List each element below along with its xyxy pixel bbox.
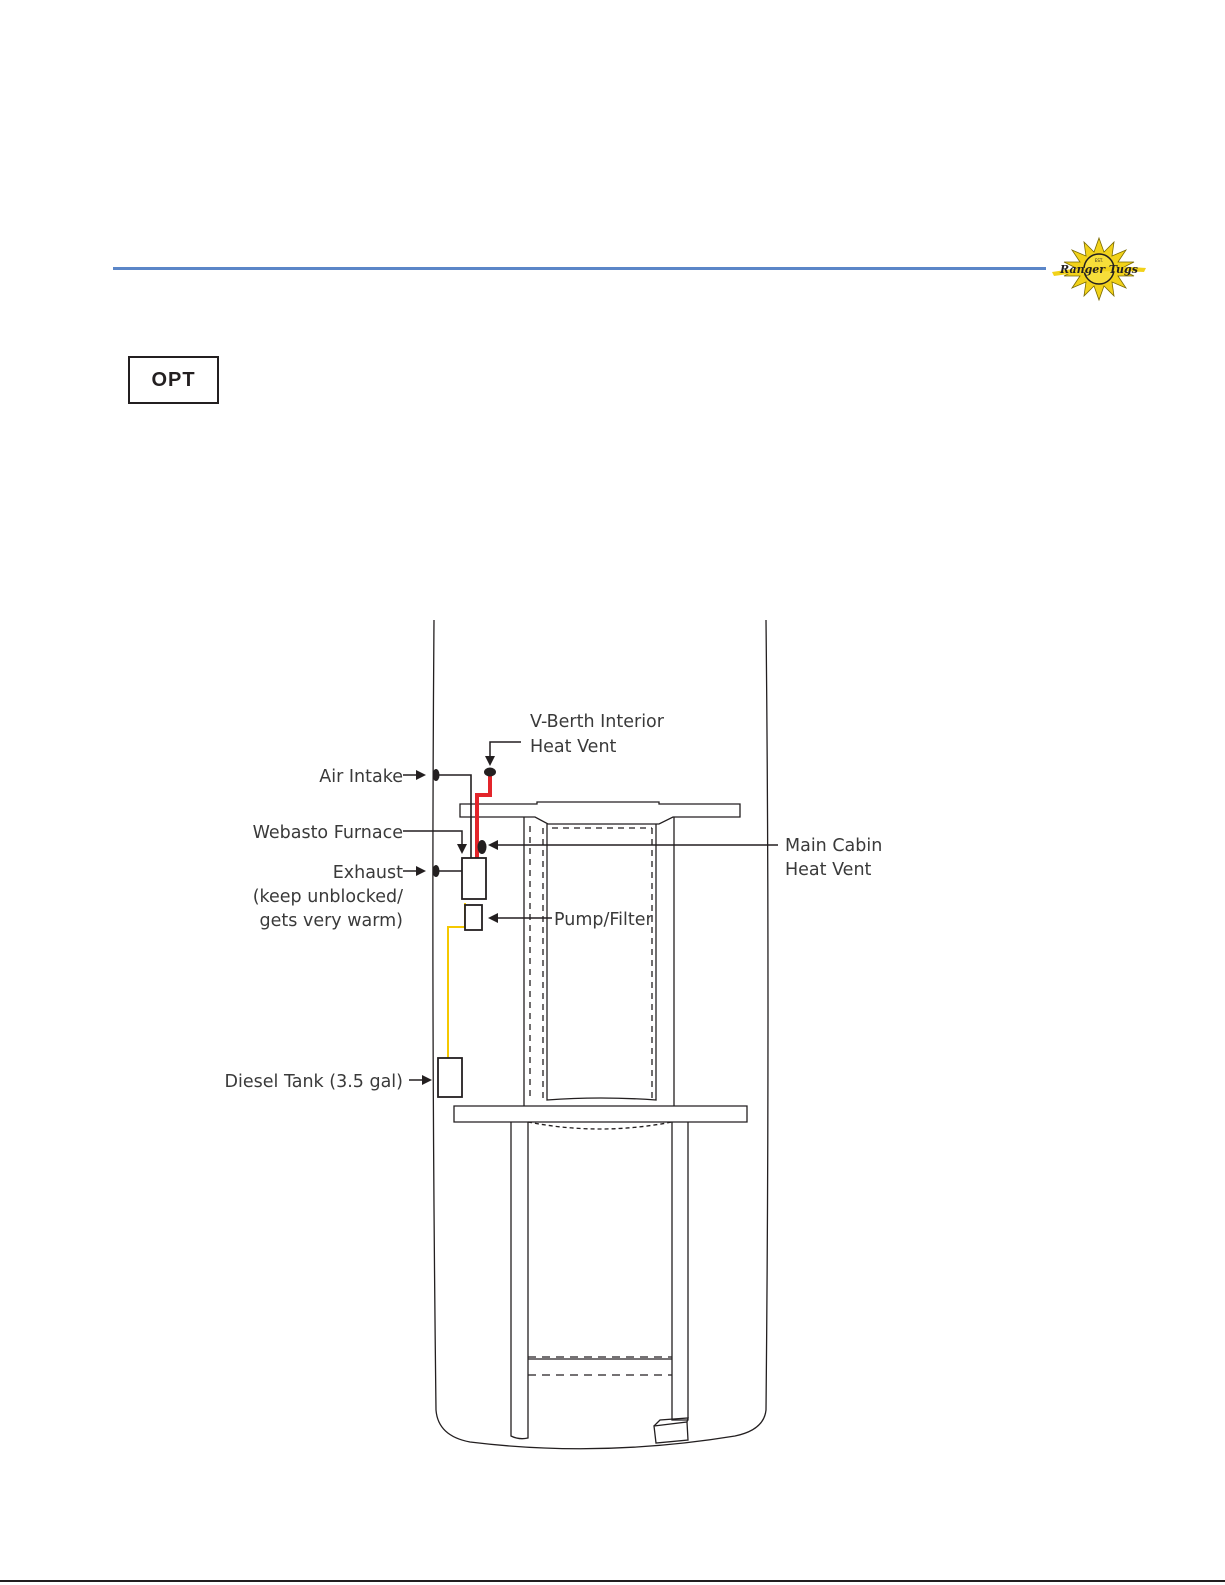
exhaust-label-2: (keep unblocked/: [252, 887, 403, 907]
logo-wordmark: Ranger Tugs: [1060, 263, 1138, 276]
upper-bulkhead: [460, 802, 740, 824]
floor-curve: [528, 1122, 672, 1129]
diesel-tank-label: Diesel Tank (3.5 gal): [224, 1072, 403, 1092]
opt-badge: OPT: [128, 356, 219, 404]
webasto-furnace-label: Webasto Furnace: [252, 823, 403, 843]
exhaust-label-1: Exhaust: [332, 863, 403, 883]
diesel-tank-box: [438, 1058, 462, 1097]
vberth-heat-vent: [484, 768, 496, 777]
air-intake-fitting: [433, 769, 440, 781]
footer-rule: [0, 1580, 1225, 1582]
pump-filter-box: [465, 905, 482, 930]
exhaust-fitting: [433, 865, 440, 877]
main-cabin-vent-label-1: Main Cabin: [785, 836, 883, 856]
main-cabin-vent-label-2: Heat Vent: [785, 860, 872, 880]
vberth-vent-label-2: Heat Vent: [530, 737, 617, 757]
arrow-icon: [416, 770, 426, 780]
arrow-icon: [485, 756, 495, 766]
fuel-line: [448, 903, 465, 1058]
exhaust-label-3: gets very warm): [259, 911, 403, 931]
webasto-furnace-box: [462, 858, 486, 899]
air-intake-label: Air Intake: [319, 767, 403, 787]
svg-text:EST.: EST.: [1094, 258, 1104, 263]
pump-filter-label: Pump/Filter: [554, 910, 653, 930]
arrow-icon: [488, 913, 498, 923]
arrow-icon: [416, 866, 426, 876]
main-cabin-heat-vent: [478, 840, 487, 854]
arrow-icon: [457, 844, 467, 854]
arrow-icon: [488, 840, 498, 850]
arrow-icon: [422, 1075, 432, 1085]
lower-bulkhead: [454, 1106, 747, 1122]
vberth-vent-label-1: V-Berth Interior: [530, 712, 664, 732]
